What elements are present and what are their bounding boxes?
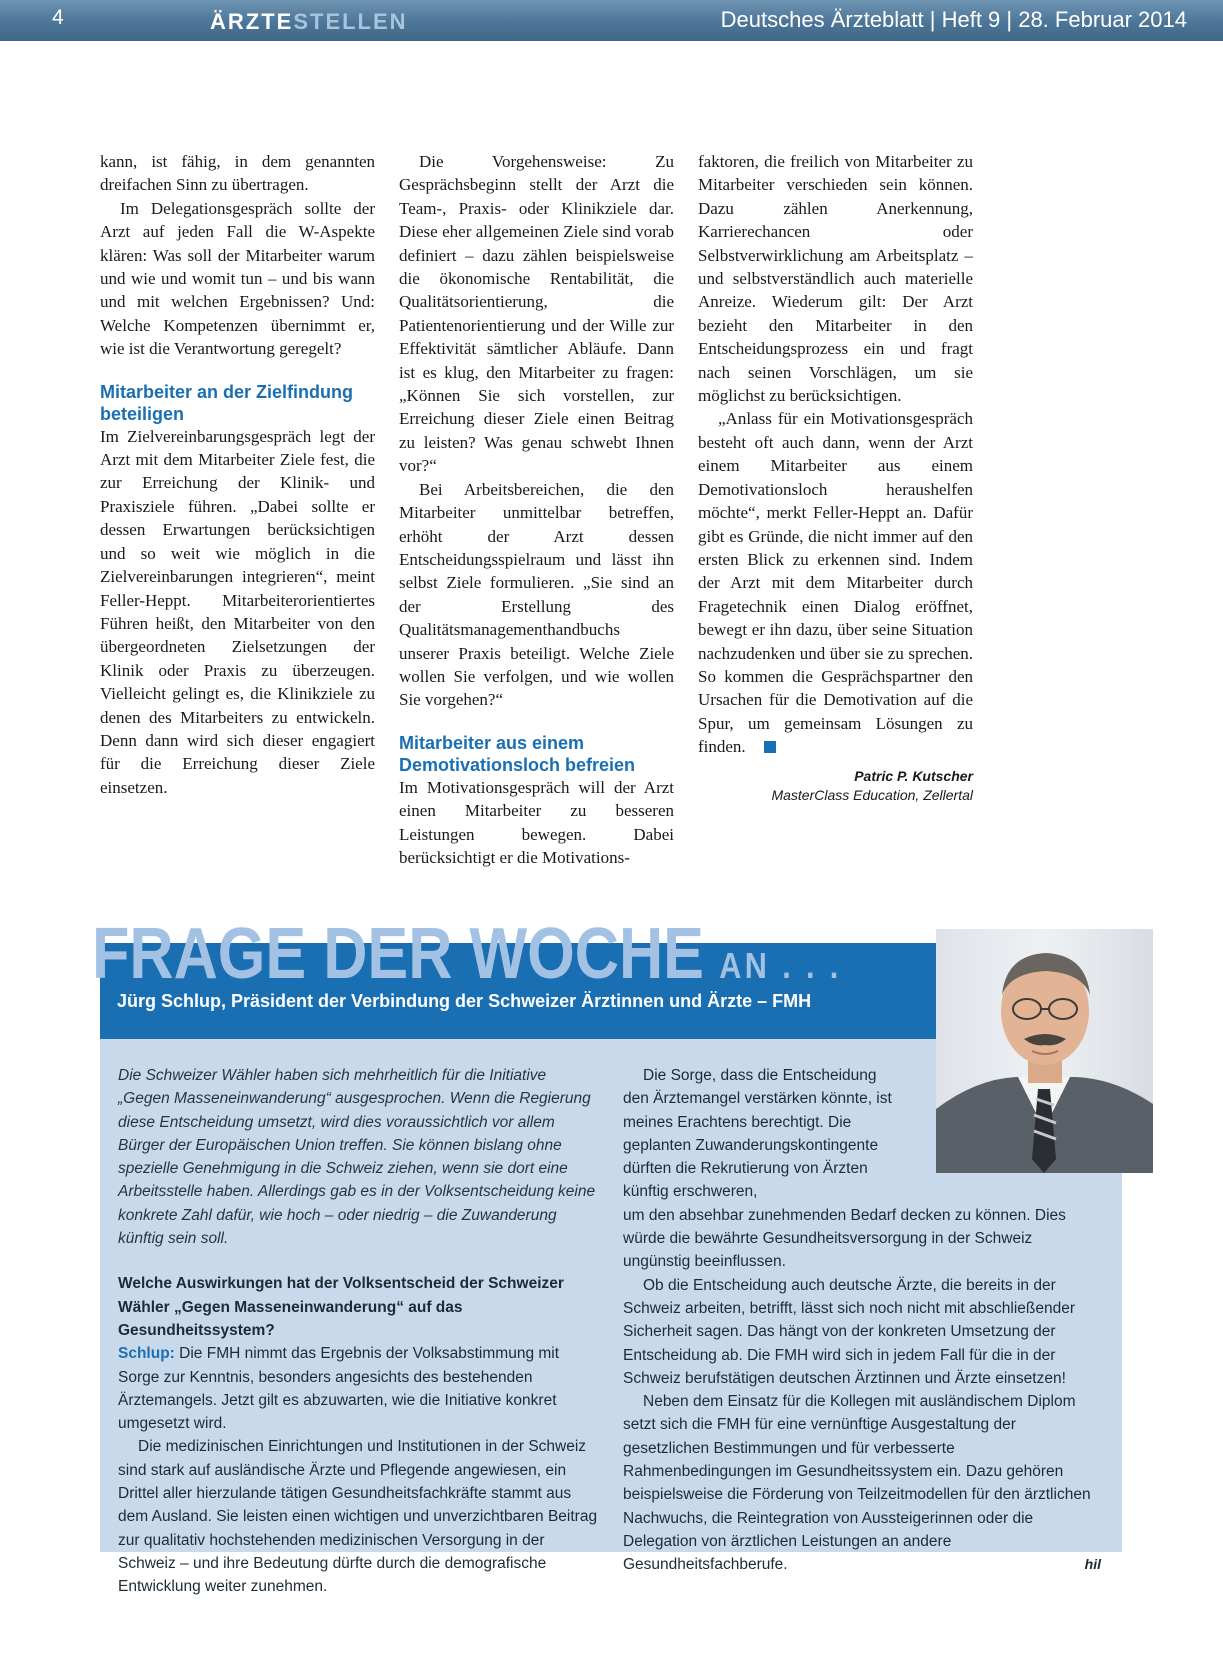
logo-part-2: STELLEN	[293, 9, 408, 34]
paragraph: Bei Arbeitsbereichen, die den Mitarbeiter unmittelbar betreffen, erhöht der Arzt dessen Entscheidungsspielraum und lässt ihn selbst Ziele formulieren. „Sie sind an der Erstellung des Qualitätsmanagementhandbuchs unserer Praxis beteiligt. Welche Ziele wollen Sie verfolgen, und wie wollen Sie vorgehen?“	[399, 479, 674, 710]
interview-column-1	[118, 1064, 598, 1599]
paragraph: Im Delegationsgespräch sollte der Arzt auf jeden Fall die W-Aspekte klären: Was soll der Mitarbeiter warum und wie und womit tun – und bis wann und mit welchen Ergebnissen? Und: Welche Kompetenzen übernimmt er, wie ist die Verantwortung geregelt?	[100, 198, 375, 359]
paragraph: um den absehbar zunehmenden Bedarf decken zu können. Dies würde die bewährte Gesundheitsversorgung in der Schweiz ungünstig beeinflussen.	[623, 1206, 1066, 1271]
author-name: Patric P. Kutscher	[854, 767, 973, 784]
paragraph: Im Motivationsgespräch will der Arzt einen Mitarbeiter zu besseren Leistungen bewegen. Dabei berücksichtigt er die Motivations-	[399, 777, 674, 867]
page-number: 4	[52, 6, 64, 29]
section-logo	[210, 9, 408, 35]
paragraph-text: Die FMH nimmt das Ergebnis der Volksabstimmung mit Sorge zur Kenntnis, besonders angesichts des bestehenden Ärztemangels. Jetzt gilt es abzuwarten, wie die Initiative konkret umgesetzt wird.	[118, 1345, 560, 1433]
paragraph: faktoren, die freilich von Mitarbeiter zu Mitarbeiter verschieden sein können. Dazu zählen Anerkennung, Karrierechancen oder Selbstverwirklichung am Arbeitsplatz – und selbstverständlich auch materielle Anreize. Wiederum gilt: Der Arzt bezieht den Mitarbeiter in den Entscheidungsprozess ein und fragt nach seinen Vorschlägen, um sie möglichst zu berücksichtigen.	[698, 152, 973, 406]
article-column-2	[399, 150, 674, 869]
journal-issue: Deutsches Ärzteblatt | Heft 9 | 28. Februar 2014	[720, 7, 1187, 32]
box-title-suffix: AN . . .	[719, 945, 842, 986]
paragraph: Im Zielvereinbarungsgespräch legt der Arzt mit dem Mitarbeiter Ziele fest, die zur Erreichung der Klinik- und Praxisziele führen. „Dabei sollte er dessen Erwartungen berücksichtigen und so weit wie möglich in die Zielvereinbarungen integrieren“, meint Feller-Heppt. Mitarbeiterorientiertes Führen heißt, den Mitarbeiter von den übergeordneten Zielsetzungen der Klinik oder Praxis zu überzeugen. Vielleicht gelingt es, die Klinikziele zu denen des Mitarbeiters zu entwickeln. Denn dann wird sich dieser engagiert für die Erreichung dieser Ziele einsetzen.	[100, 426, 375, 797]
author-initials: hil	[1084, 1556, 1101, 1573]
interview-column-2	[623, 1064, 1101, 1577]
paragraph	[698, 407, 973, 758]
paragraph-text: Neben dem Einsatz für die Kollegen mit ausländischem Diplom setzt sich die FMH für eine vernünftige Ausgestaltung der gesetzlichen Bestimmungen und für verbesserte Rahmenbedingungen im Gesundheitssystem ein. Dazu gehören beispielsweise die Förderung von Teilzeitmodellen für den ärztlichen Nachwuchs, die Reintegration von Aussteigerinnen oder die Delegation von ärztlichen Leistungen an andere Gesundheitsfachberufe.	[623, 1393, 1091, 1574]
author-organization: MasterClass Education, Zellertal	[771, 786, 973, 803]
paragraph: kann, ist fähig, in dem genannten dreifachen Sinn zu übertragen.	[100, 152, 375, 195]
end-mark-icon	[764, 741, 776, 753]
author-signature	[698, 767, 973, 805]
answer-label: Schlup:	[118, 1345, 175, 1363]
interview-question: Welche Auswirkungen hat der Volksentscheid der Schweizer Wähler „Gegen Masseneinwanderung“ auf das Gesundheitssystem?	[118, 1275, 564, 1339]
paragraph	[623, 1390, 1101, 1576]
box-subtitle: Jürg Schlup, Präsident der Verbindung der Schweizer Ärztinnen und Ärzte – FMH	[117, 991, 812, 1011]
interview-intro: Die Schweizer Wähler haben sich mehrheitlich für die Initiative „Gegen Masseneinwanderung“ ausgesprochen. Wenn die Regierung diese Entscheidung umsetzt, wird dies voraussichtlich vor allem Bürger der Europäischen Union treffen. Sie können bislang ohne spezielle Genehmigung in die Schweiz ziehen, wenn sie dort eine Arbeitsstelle haben. Allerdings gab es in der Volksentscheidung keine konkrete Zahl dafür, wie hoch – oder niedrig – die Zuwanderung künftig sein soll.	[118, 1067, 596, 1248]
paragraph	[118, 1342, 598, 1435]
logo-part-1: ÄRZTE	[210, 9, 294, 34]
paragraph: Die Sorge, dass die Entscheidung den Ärztemangel verstärken könnte, ist meines Erachtens berechtigt. Die geplanten Zuwanderungskontingente dürften die Rekrutierung von Ärzten künftig erschweren,	[623, 1067, 892, 1201]
article-column-3	[698, 150, 973, 805]
article-column-1	[100, 150, 375, 799]
paragraph: Ob die Entscheidung auch deutsche Ärzte, die bereits in der Schweiz arbeiten, betrifft, lässt sich noch nicht mit abschließender Sicherheit sagen. Das hängt von der konkreten Umsetzung der Entscheidung ab. Die FMH wird sich in jedem Fall für die in der Schweiz berufstätigen deutschen Ärztinnen und Ärzte einsetzen!	[623, 1276, 1076, 1387]
paragraph: Die medizinischen Einrichtungen und Institutionen in der Schweiz sind stark auf ausländische Ärzte und Pflegende angewiesen, ein Drittel aller hierzulande tätigen Gesundheitsfachkräfte stammt aus dem Ausland. Sie leisten einen wichtigen und unverzichtbaren Beitrag zur qualitativ hochstehenden medizinischen Versorgung in der Schweiz – und ihre Bedeutung dürfte durch die demografische Entwicklung weiter zunehmen.	[118, 1438, 598, 1596]
page-header	[0, 0, 1223, 41]
paragraph-text: „Anlass für ein Motivationsgespräch besteht oft auch dann, wenn der Arzt einem Mitarbeiter aus einem Demotivationsloch heraushelfen möchte“, merkt Feller-Heppt an. Dafür gibt es Gründe, die nicht immer auf den ersten Blick zu erkennen sind. Indem der Arzt mit dem Mitarbeiter durch Fragetechnik einen Dialog eröffnet, bewegt er ihn dazu, über seine Situation nachzudenken und über sie zu sprechen. So kommen die Gesprächspartner den Ursachen für die Demotivation auf die Spur, um gemeinsam Lösungen zu finden.	[698, 409, 973, 757]
paragraph: Die Vorgehensweise: Zu Gesprächsbeginn stellt der Arzt die Team-, Praxis- oder Klinikziele dar. Diese eher allgemeinen Ziele sind vorab definiert – dazu zählen beispielsweise die ökonomische Rentabilität, die Qualitätsorientierung, die Patientenorientierung und der Wille zur Effektivität sämtlicher Abläufe. Dann ist es klug, den Mitarbeiter zu fragen: „Können Sie sich vorstellen, zur Erreichung dieser Ziele einen Beitrag zu leisten? Was genau schwebt Ihnen vor?“	[399, 152, 674, 476]
box-title	[92, 914, 842, 1002]
section-heading: Mitarbeiter aus einem Demotivationsloch befreien	[399, 732, 636, 775]
section-heading: Mitarbeiter an der Zielfindung beteiligen	[100, 381, 354, 424]
box-title-text: FRAGE DER WOCHE	[92, 914, 704, 994]
